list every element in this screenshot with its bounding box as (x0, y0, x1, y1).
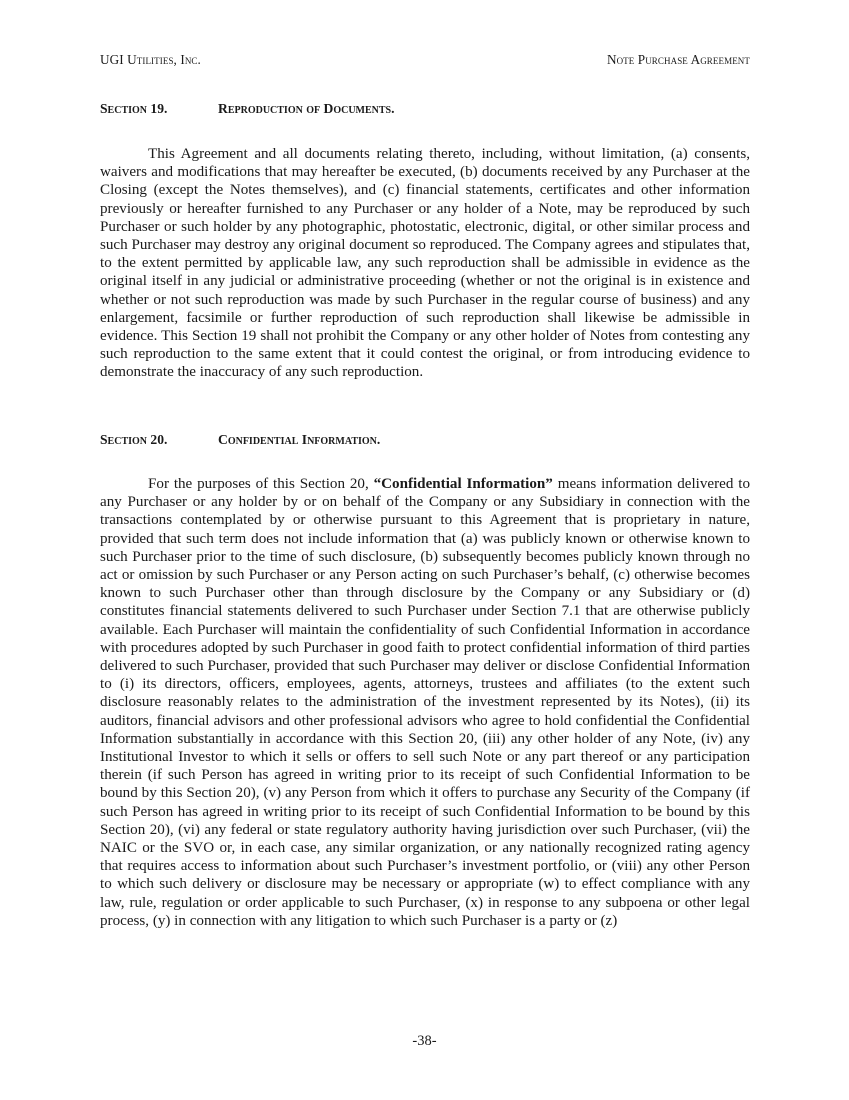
section-19-body: This Agreement and all documents relating thereto, including, without limitation, (a) consents, waivers and modifications that may hereafter be executed, (b) documents received by any Purchaser at the Closing (except the Notes themselves), and (c) financial statements, certificates and other information previously or hereafter furnished to any Purchaser or any holder of a Note, may be reproduced by such Purchaser or such holder by any photographic, photostatic, electronic, digital, or other similar process and such Purchaser may destroy any original document so reproduced. The Company agrees and stipulates that, to the extent permitted by applicable law, any such reproduction shall be admissible in evidence as the original itself in any judicial or administrative proceeding (whether or not the original is in existence and whether or not such reproduction was made by such Purchaser in the regular course of business) and any enlargement, facsimile or further reproduction of such reproduction shall likewise be admissible in evidence. This Section 19 shall not prohibit the Company or any other holder of Notes from contesting any such reproduction to the same extent that it could contest the original, or from introducing evidence to demonstrate the inaccuracy of any such reproduction. (100, 146, 750, 381)
section-20-title: Confidential Information (218, 432, 377, 447)
running-header (100, 52, 750, 68)
section-19-number: Section 19. (100, 101, 168, 116)
section-20-text-lead: For the purposes of this Section 20, (148, 476, 374, 492)
header-company-name: UGI Utilities, Inc. (100, 52, 201, 67)
section-19-title: Reproduction of Documents (218, 101, 392, 116)
section-19-heading: Section 19. Reproduction of Documents. (100, 101, 395, 116)
section-20-body (100, 475, 750, 930)
defined-term-confidential-information: “Confidential Information” (373, 476, 553, 492)
page-number: -38- (412, 1033, 437, 1049)
section-20-text-rest: means information delivered to any Purchaser or any holder by or on behalf of the Company or any Subsidiary in connection with the transactions contemplated by or otherwise pursuant to this Agreement that is proprietary in nature, provided that such term does not include information that (a) was publicly known or otherwise known to such Purchaser prior to the time of such disclosure, (b) subsequently becomes publicly known through no act or omission by such Purchaser or any Person acting on such Purchaser’s behalf, (c) otherwise becomes known to such Purchaser other than through disclosure by the Company or any Subsidiary or (d) constitutes financial statements delivered to such Purchaser under Section 7.1 that are otherwise publicly available. Each Purchaser will maintain the confidentiality of such Confidential Information in accordance with procedures adopted by such Purchaser in good faith to protect confidential information of third parties delivered to such Purchaser, provided that such Purchaser may deliver or disclose Confidential Information to (i) its directors, officers, employees, agents, attorneys, trustees and affiliates (to the extent such disclosure reasonably relates to the administration of the investment represented by its Notes), (ii) its auditors, financial advisors and other professional advisors who agree to hold confidential the Confidential Information substantially in accordance with this Section 20, (iii) any other holder of any Note, (iv) any Institutional Investor to which it sells or offers to sell such Note or any part thereof or any participation therein (if such Person has agreed in writing prior to its receipt of such Confidential Information to be bound by this Section 20), (v) any Person from which it offers to purchase any Security of the Company (if such Person has agreed in writing prior to its receipt of such Confidential Information to be bound by this Section 20), (vi) any federal or state regulatory authority having jurisdiction over such Purchaser, (vii) the NAIC or the SVO or, in each case, any similar organization, or any nationally recognized rating agency that requires access to information about such Purchaser’s investment portfolio, or (viii) any other Person to which such delivery or disclosure may be necessary or appropriate (w) to effect compliance with any law, rule, regulation or order applicable to such Purchaser, (x) in response to any subpoena or other legal process, (y) in connection with any litigation to which such Purchaser is a party or (z) (100, 476, 750, 929)
section-20-heading: Section 20. Confidential Information. (100, 432, 381, 447)
header-document-title: Note Purchase Agreement (606, 52, 750, 67)
section-20-number: Section 20. (100, 432, 168, 447)
